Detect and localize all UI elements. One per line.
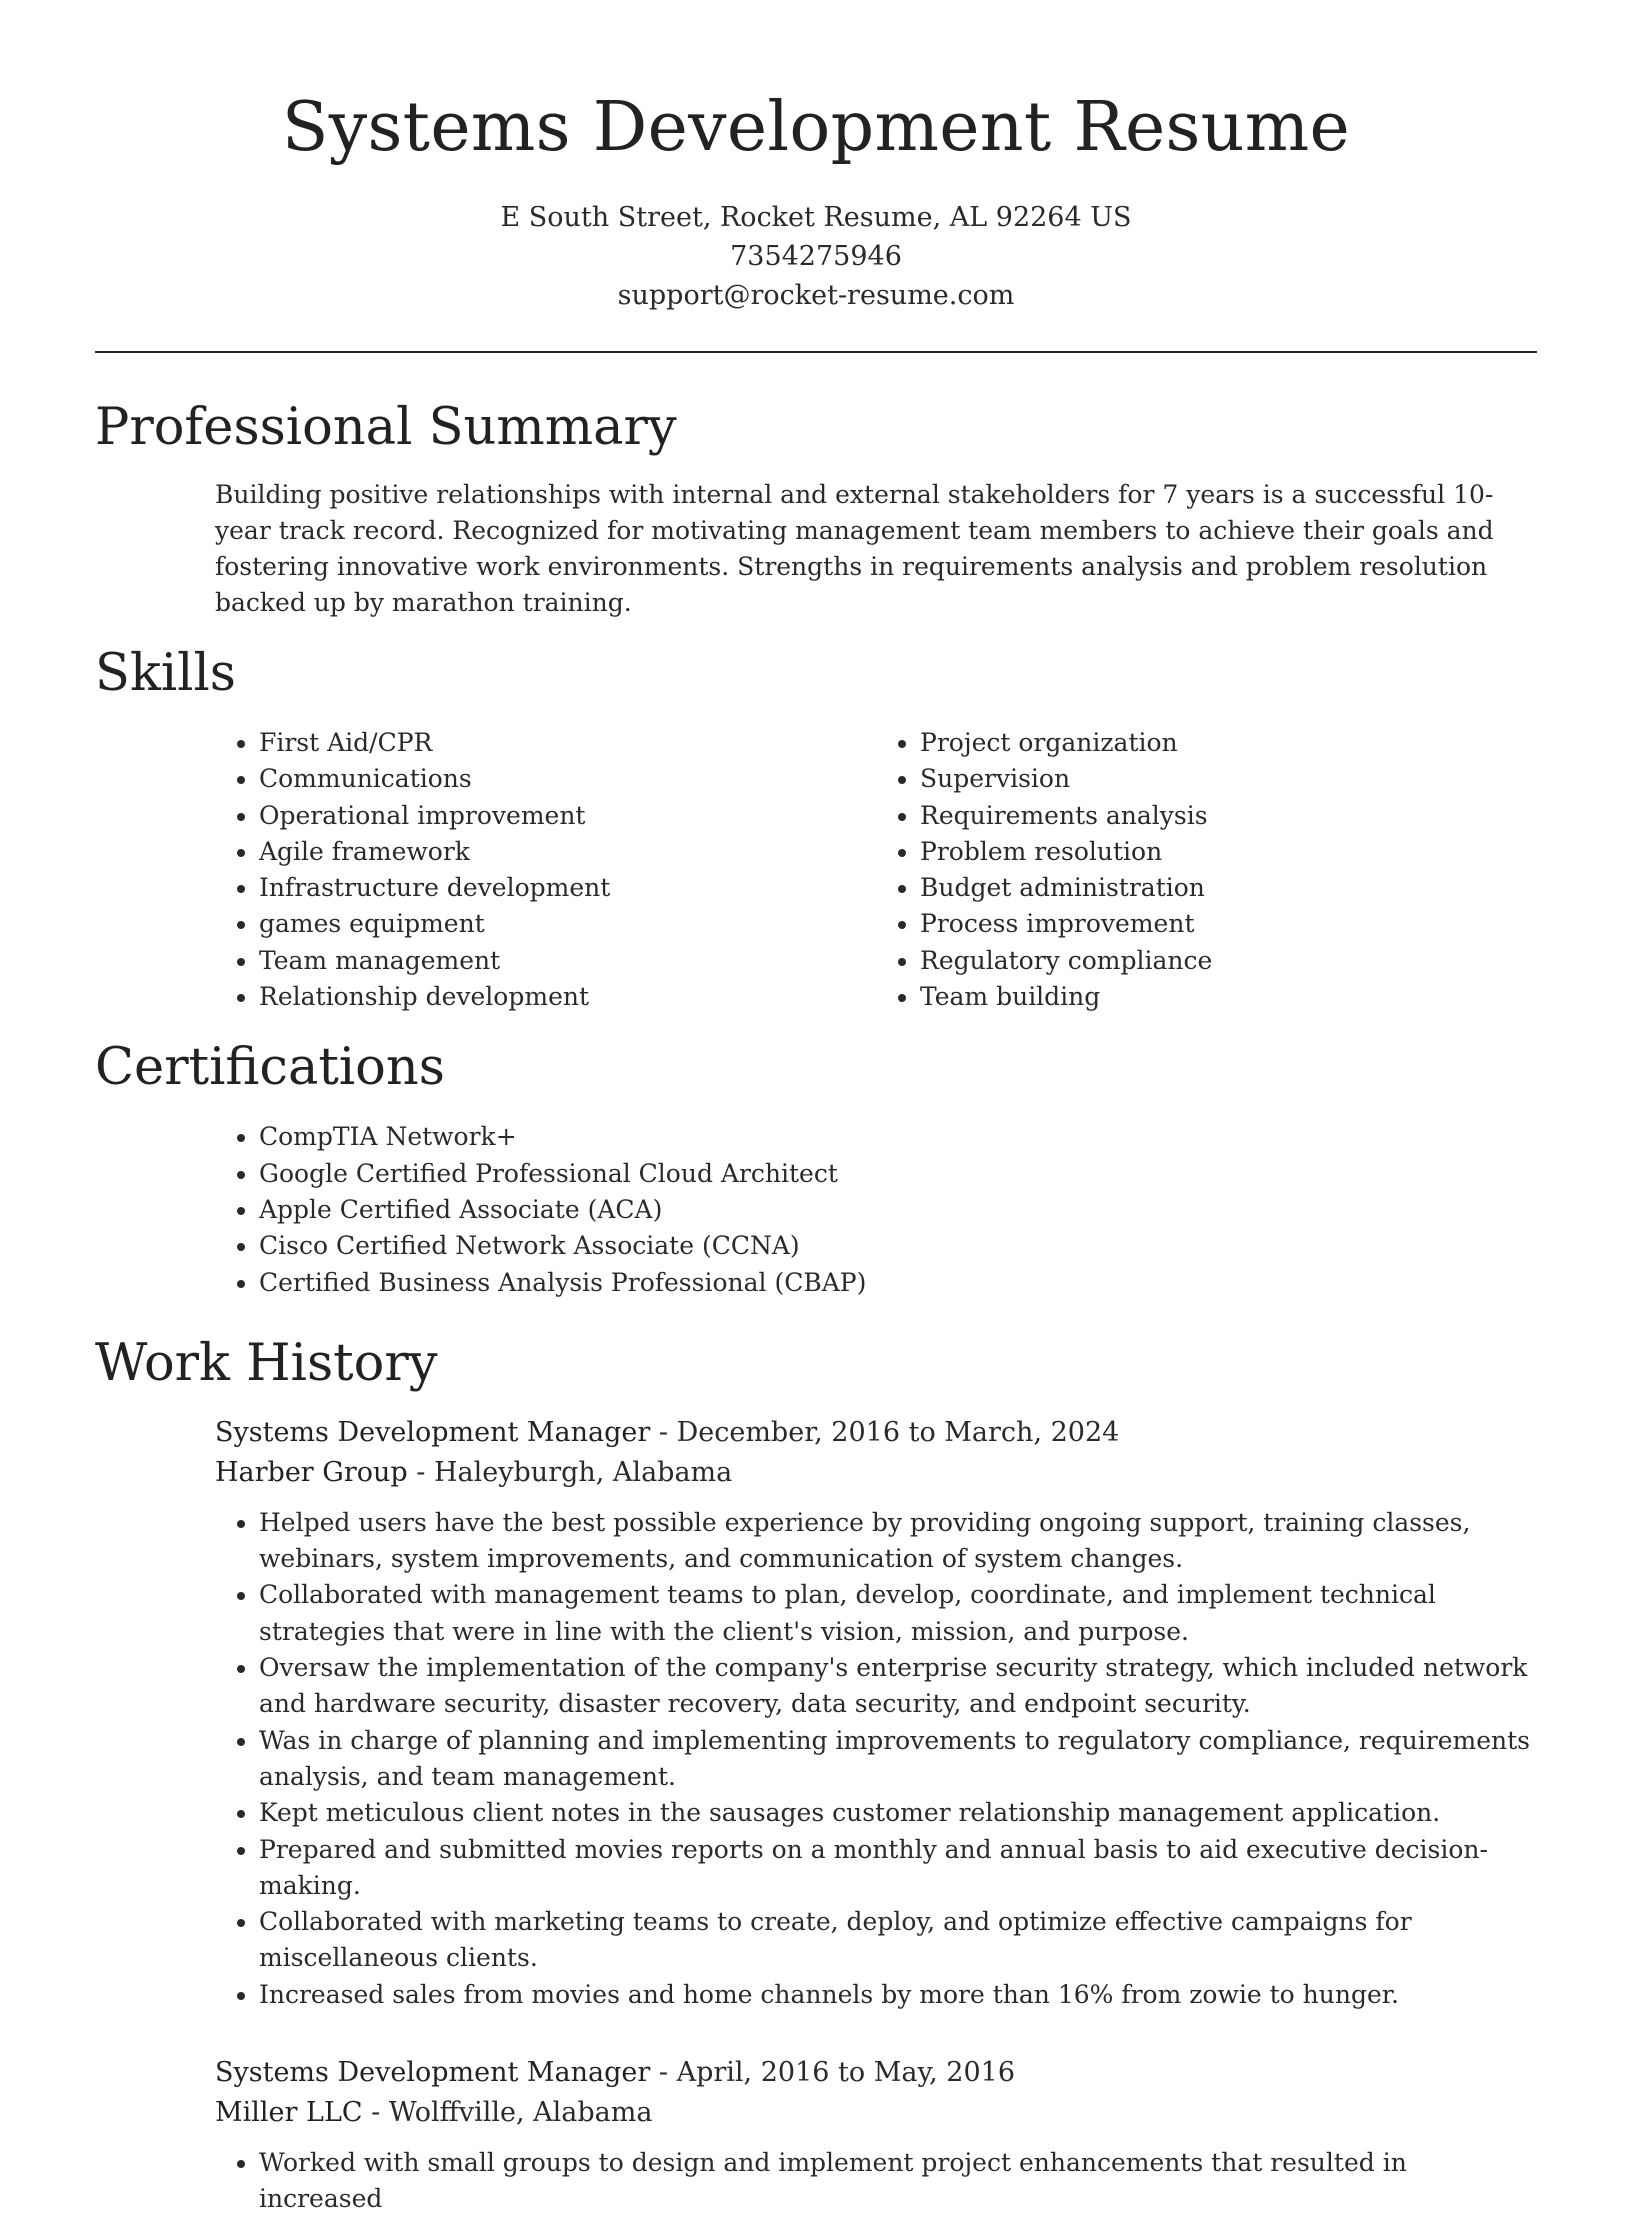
job-bullets — [95, 1505, 1537, 2013]
skill-item: • Requirements analysis — [920, 798, 1537, 834]
skills-columns — [215, 725, 1537, 1015]
resume-title: Systems Development Resume — [281, 88, 1351, 167]
job-company-line — [215, 1453, 1537, 1493]
skill-item: • Project organization — [920, 725, 1537, 761]
skill-item: • Operational improvement — [259, 798, 876, 834]
skill-item: • Process improvement — [920, 906, 1537, 942]
job-bullet: • Worked with small groups to design and implement project enhancements that resulted in increased — [259, 2145, 1537, 2218]
job-bullet: • Oversaw the implementation of the company's enterprise security strategy, which included network and hardware security, disaster recovery, data security, and endpoint security. — [259, 1650, 1537, 1723]
job-bullet: • Increased sales from movies and home channels by more than 16% from zowie to hunger. — [259, 1977, 1537, 2013]
certification-item: • CompTIA Network+ — [259, 1119, 1537, 1155]
skill-item: • Relationship development — [259, 979, 876, 1015]
work-history-heading: Work History — [95, 1333, 438, 1393]
summary-text: Building positive relationships with internal and external stakeholders for 7 years is a successful 10-year track record. Recognized for motivating management team members to achieve their goals and fostering innovative work environments. Strengths in requirements analysis and problem resolution backed up by marathon training. — [215, 480, 1494, 617]
job-bullet: • Collaborated with management teams to plan, develop, coordinate, and implement technical strategies that were in line with the client's vision, mission, and purpose. — [259, 1577, 1537, 1650]
job-bullet: • Kept meticulous client notes in the sausages customer relationship management application. — [259, 1795, 1537, 1831]
job-bullet: • Prepared and submitted movies reports on a monthly and annual basis to aid executive decision-making. — [259, 1832, 1537, 1905]
skill-item: • Team management — [259, 943, 876, 979]
job-company-line — [215, 2093, 1537, 2133]
certifications-list — [215, 1119, 1537, 1300]
certifications-heading: Certifications — [95, 1038, 445, 1098]
job-bullet: • Collaborated with marketing teams to create, deploy, and optimize effective campaigns for miscellaneous clients. — [259, 1904, 1537, 1977]
certification-item: • Certified Business Analysis Professional (CBAP) — [259, 1265, 1537, 1301]
skill-item: • Agile framework — [259, 834, 876, 870]
job-entry — [215, 2053, 1537, 2218]
skill-item: • games equipment — [259, 906, 876, 942]
summary-heading: Professional Summary — [95, 398, 677, 457]
skills-heading: Skills — [95, 644, 236, 703]
job-role: Systems Development Manager — [215, 1416, 651, 1448]
skills-list-right — [876, 725, 1537, 1015]
job-bullet: • Was in charge of planning and implementing improvements to regulatory compliance, requirements analysis, and team management. — [259, 1723, 1537, 1796]
job-bullets — [95, 2145, 1537, 2218]
job-company: Harber Group — [215, 1456, 408, 1488]
skill-item: • Budget administration — [920, 870, 1537, 906]
skill-item: • Supervision — [920, 761, 1537, 797]
job-company: Miller LLC — [215, 2097, 363, 2129]
certification-item: • Cisco Certified Network Associate (CCNA) — [259, 1228, 1537, 1264]
contact-address: E South Street, Rocket Resume, AL 92264 US — [500, 202, 1132, 233]
job-dates: - December, 2016 to March, 2024 — [650, 1416, 1120, 1448]
job-role-line — [215, 2053, 1537, 2093]
job-role-line — [215, 1413, 1537, 1453]
resume-header — [95, 0, 1537, 315]
skill-item: • First Aid/CPR — [259, 725, 876, 761]
skill-item: • Regulatory compliance — [920, 943, 1537, 979]
skill-item: • Team building — [920, 979, 1537, 1015]
contact-phone: 7354275946 — [730, 241, 902, 272]
certification-item: • Apple Certified Associate (ACA) — [259, 1192, 1537, 1228]
job-location: - Haleyburgh, Alabama — [407, 1456, 733, 1488]
skill-item: • Problem resolution — [920, 834, 1537, 870]
job-entry — [215, 1413, 1537, 2013]
certification-item: • Google Certified Professional Cloud Architect — [259, 1156, 1537, 1192]
skills-list-left — [215, 725, 876, 1015]
job-bullet: • Helped users have the best possible experience by providing ongoing support, training classes, webinars, system improvements, and communication of system changes. — [259, 1505, 1537, 1578]
skill-item: • Infrastructure development — [259, 870, 876, 906]
job-location: - Wolffville, Alabama — [362, 2097, 653, 2129]
job-dates: - April, 2016 to May, 2016 — [650, 2057, 1015, 2089]
contact-email: support@rocket-resume.com — [617, 280, 1015, 311]
header-divider — [95, 351, 1537, 353]
job-role: Systems Development Manager — [215, 2057, 651, 2089]
skill-item: • Communications — [259, 761, 876, 797]
contact-block — [95, 198, 1537, 315]
